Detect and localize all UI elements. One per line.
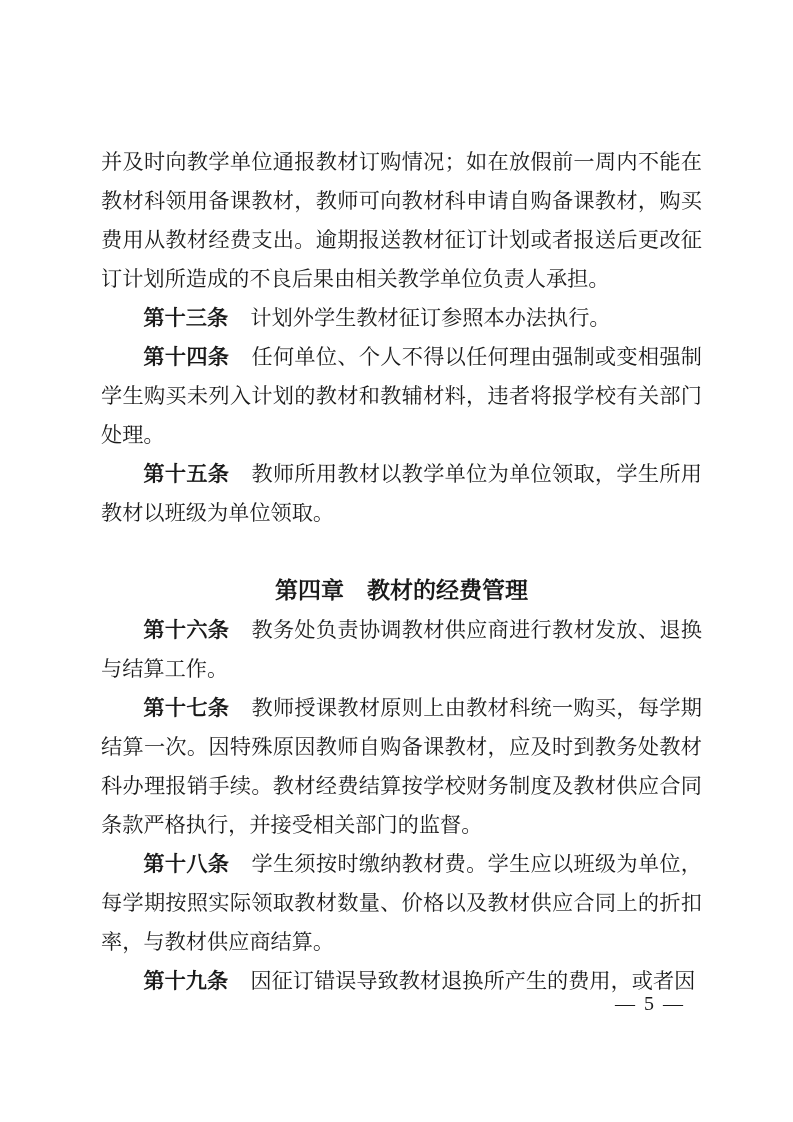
article-paragraph-17: [101, 689, 702, 845]
article-number: 第十八条: [143, 853, 230, 876]
chapter-title: 教材的经费管理: [367, 577, 528, 603]
article-text: 教师授课教材原则上由教材科统一购买，每学期结算一次。因特殊原因教师自购备课教材，应及时到教务处教材科办理报销手续。教材经费结算按学校财务制度及教材供应合同条款严格执行，并接受相关部门的监督。: [101, 696, 702, 837]
article-paragraph-13: [101, 299, 702, 338]
article-number: 第十五条: [143, 463, 230, 486]
article-text: 学生须按时缴纳教材费。学生应以班级为单位，每学期按照实际领取教材数量、价格以及教材供应合同上的折扣率，与教材供应商结算。: [101, 852, 702, 954]
paragraph-text: 并及时向教学单位通报教材订购情况；如在放假前一周内不能在教材科领用备课教材，教师可向教材科申请自购备课教材，购买费用从教材经费支出。逾期报送教材征订计划或者报送后更改征订计划所造成的不良后果由相关教学单位负责人承担。: [101, 150, 702, 291]
article-text: 任何单位、个人不得以任何理由强制或变相强制学生购买未列入计划的教材和教辅材料，违者将报学校有关部门处理。: [101, 345, 702, 447]
article-number: 第十四条: [143, 346, 230, 369]
article-text: 因征订错误导致教材退换所产生的费用，或者因: [250, 969, 696, 993]
article-paragraph-18: [101, 845, 702, 962]
chapter-heading: [101, 571, 702, 610]
document-body: [101, 143, 702, 1001]
article-paragraph-15: [101, 455, 702, 533]
article-text: 计划外学生教材征订参照本办法执行。: [250, 306, 611, 330]
article-number: 第十三条: [143, 307, 229, 330]
article-paragraph-14: [101, 338, 702, 455]
chapter-number: 第四章: [275, 577, 344, 603]
article-number: 第十七条: [143, 697, 230, 720]
article-text: 教务处负责协调教材供应商进行教材发放、退换与结算工作。: [101, 618, 702, 681]
article-paragraph-16: [101, 611, 702, 689]
article-number: 第十九条: [143, 970, 229, 993]
page-number: — 5 —: [615, 993, 685, 1015]
article-number: 第十六条: [143, 619, 230, 642]
article-text: 教师所用教材以教学单位为单位领取，学生所用教材以班级为单位领取。: [101, 462, 702, 525]
paragraph-continuation: [101, 143, 702, 299]
